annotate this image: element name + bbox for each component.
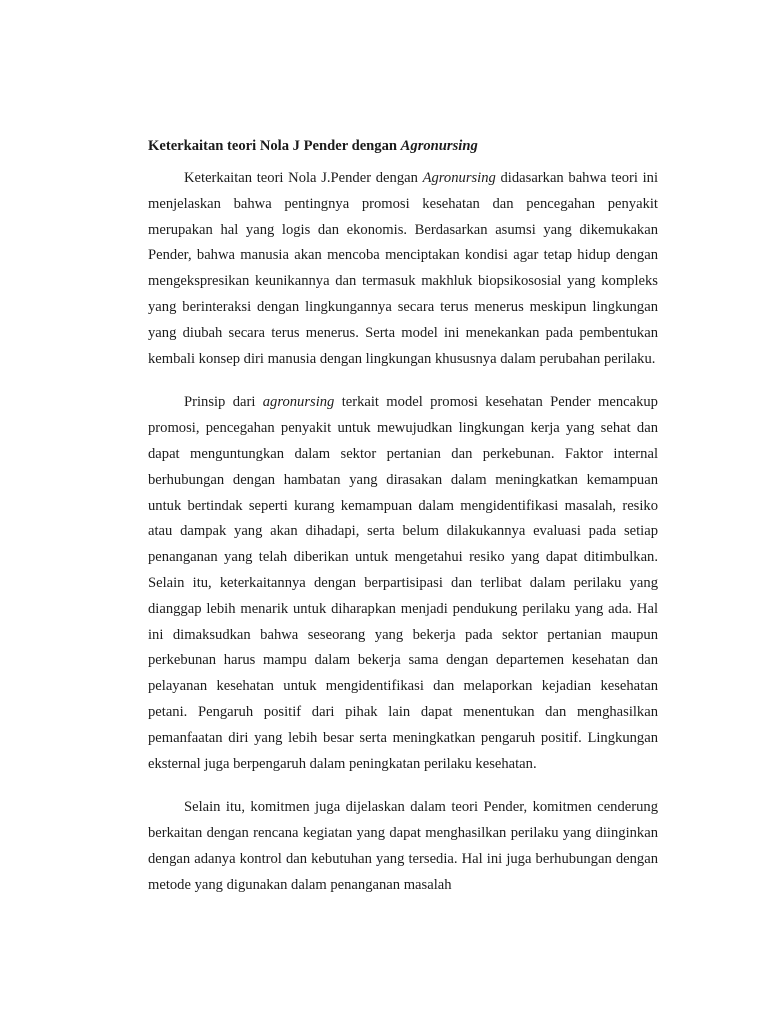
paragraph-2	[148, 390, 658, 777]
paragraph-2-italic-term: agronursing	[262, 394, 335, 411]
paragraph-1-body: didasarkan bahwa teori ini menjelaskan bahwa pentingnya promosi kesehatan dan pencegahan penyakit merupakan hal yang logis dan ekonomis. Berdasarkan asumsi yang dikemukakan Pender, bahwa manusia akan mencoba menciptakan kondisi agar tetap hidup dengan mengekspresikan keunikannya dan termasuk makhluk biopsikososial yang kompleks yang berinteraksi dengan lingkungannya secara terus menerus meskipun lingkungan yang diubah secara terus menerus. Serta model ini menekankan pada pembentukan kembali konsep diri manusia dengan lingkungan khususnya dalam perubahan perilaku.	[148, 170, 658, 367]
paragraph-2-body: terkait model promosi kesehatan Pender mencakup promosi, pencegahan penyakit untuk mewujudkan lingkungan kerja yang sehat dan dapat menguntungkan dalam sektor pertanian dan perkebunan. Faktor internal berhubungan dengan hambatan yang dirasakan dalam meningkatkan kemampuan untuk bertindak seperti kurang kemampuan dalam mengidentifikasi masalah, resiko atau dampak yang akan dihadapi, serta belum dilakukannya evaluasi pada setiap penanganan yang telah diberikan untuk mengetahui resiko yang dapat ditimbulkan. Selain itu, keterkaitannya dengan berpartisipasi dan terlibat dalam perilaku yang dianggap lebih menarik untuk diharapkan menjadi pendukung perilaku yang ada. Hal ini dimaksudkan bahwa seseorang yang bekerja pada sektor pertanian maupun perkebunan harus mampu dalam bekerja sama dengan departemen kesehatan dan pelayanan kesehatan untuk mengidentifikasi dan melaporkan kejadian kesehatan petani. Pengaruh positif dari pihak lain dapat menentukan dan menghasilkan pemanfaatan diri yang lebih besar serta meningkatkan pengaruh positif. Lingkungan eksternal juga berpengaruh dalam peningkatan perilaku kesehatan.	[148, 394, 658, 772]
paragraph-1-italic-term: Agronursing	[422, 170, 496, 186]
document-body	[148, 136, 658, 917]
paragraph-1	[148, 166, 658, 372]
paragraph-2-lead: Prinsip dari	[184, 394, 263, 411]
paragraph-3	[148, 795, 658, 898]
section-heading	[148, 136, 658, 156]
heading-italic-term: Agronursing	[400, 138, 478, 154]
heading-text: Keterkaitan teori Nola J Pender dengan	[148, 138, 401, 154]
paragraph-1-lead: Keterkaitan teori Nola J.Pender dengan	[184, 170, 423, 186]
paragraph-3-lead: Selain itu, komitmen juga dijelaskan dalam teori Pender, komitmen cenderung berkaitan dengan rencana kegiatan yang dapat menghasilkan perilaku yang diinginkan dengan adanya kontrol dan kebutuhan yang tersedia. Hal ini juga berhubungan dengan metode yang digunakan dalam penanganan masalah	[148, 799, 658, 893]
